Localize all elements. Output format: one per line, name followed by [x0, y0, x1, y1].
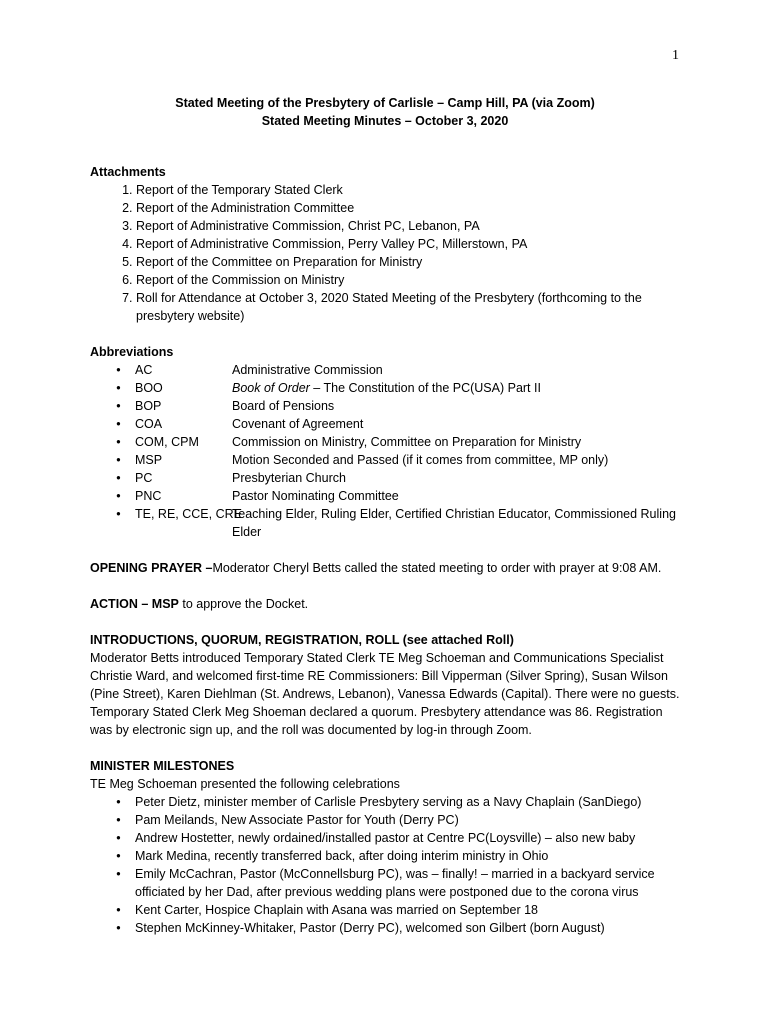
bullet-icon: •	[116, 831, 121, 845]
bullet-icon: •	[116, 795, 121, 809]
title-line-1: Stated Meeting of the Presbytery of Carlisle – Camp Hill, PA (via Zoom)	[175, 96, 595, 110]
bullet-icon: •	[116, 867, 121, 881]
attachment-item: 3. Report of Administrative Commission, Christ PC, Lebanon, PA	[136, 217, 680, 235]
bullet-icon: •	[116, 435, 121, 449]
attachment-item: 6. Report of the Commission on Ministry	[136, 271, 680, 289]
abbreviation-definition: Administrative Commission	[232, 363, 383, 377]
abbreviation-term: TE, RE, CCE, CRE	[135, 507, 242, 521]
document-title	[0, 94, 770, 130]
list-item	[90, 901, 680, 919]
abbreviation-definition: Teaching Elder, Ruling Elder, Certified Christian Educator, Commissioned Ruling Elder	[232, 507, 676, 539]
list-item	[90, 847, 680, 865]
abbreviation-row	[90, 469, 680, 487]
list-item	[90, 811, 680, 829]
attachment-item: 2. Report of the Administration Committee	[136, 199, 680, 217]
attachments-list	[90, 181, 680, 325]
attachments-heading: Attachments	[90, 165, 166, 179]
milestone-text: Emily McCachran, Pastor (McConnellsburg PC), was – finally! – married in a backyard service officiated by her Dad, after previous wedding plans were postponed due to the corona virus	[135, 867, 655, 899]
abbreviation-row	[90, 451, 680, 469]
bullet-icon: •	[116, 903, 121, 917]
attachment-item: 4. Report of Administrative Commission, Perry Valley PC, Millerstown, PA	[136, 235, 680, 253]
attachment-item: 7. Roll for Attendance at October 3, 2020 Stated Meeting of the Presbytery (forthcoming to the presbytery website)	[136, 289, 680, 325]
milestone-text: Stephen McKinney-Whitaker, Pastor (Derry PC), welcomed son Gilbert (born August)	[135, 921, 605, 935]
list-item	[90, 865, 680, 901]
bullet-icon: •	[116, 921, 121, 935]
abbreviation-term: AC	[135, 363, 153, 377]
document-body	[90, 163, 680, 937]
action-text: to approve the Docket.	[178, 597, 309, 611]
abbreviation-definition: Board of Pensions	[232, 399, 335, 413]
bullet-icon: •	[116, 489, 121, 503]
abbreviation-row	[90, 361, 680, 379]
list-item	[90, 793, 680, 811]
bullet-icon: •	[116, 381, 121, 395]
milestones-list	[90, 793, 680, 937]
abbreviation-row	[90, 415, 680, 433]
abbreviation-definition: Pastor Nominating Committee	[232, 489, 399, 503]
bullet-icon: •	[116, 399, 121, 413]
milestone-text: Andrew Hostetter, newly ordained/installed pastor at Centre PC(Loysville) – also new baby	[135, 831, 636, 845]
bullet-icon: •	[116, 453, 121, 467]
bullet-icon: •	[116, 471, 121, 485]
abbreviation-row	[90, 487, 680, 505]
abbreviation-term: COA	[135, 417, 163, 431]
opening-prayer-paragraph	[90, 559, 680, 577]
action-paragraph	[90, 595, 680, 613]
milestone-text: Peter Dietz, minister member of Carlisle Presbytery serving as a Navy Chaplain (SanDiego)	[135, 795, 642, 809]
milestone-text: Pam Meilands, New Associate Pastor for Youth (Derry PC)	[135, 813, 459, 827]
bullet-icon: •	[116, 507, 121, 521]
abbreviation-definition: Motion Seconded and Passed (if it comes from committee, MP only)	[232, 453, 609, 467]
abbreviation-term: MSP	[135, 453, 163, 467]
abbreviation-definition: Presbyterian Church	[232, 471, 346, 485]
title-line-2: Stated Meeting Minutes – October 3, 2020	[261, 114, 509, 128]
milestone-text: Kent Carter, Hospice Chaplain with Asana was married on September 18	[135, 903, 538, 917]
opening-prayer-text: Moderator Cheryl Betts called the stated meeting to order with prayer at 9:08 AM.	[212, 561, 662, 575]
introductions-paragraph: Moderator Betts introduced Temporary Stated Clerk TE Meg Schoeman and Communications Specialist Christie Ward, and welcomed first-time RE Commissioners: Bill Vipperman (Silver Spring), Susan Wilson (Pine Street), Karen Diehlman (St. Andrews, Lebanon), Vanessa Edwards (Capital). There were no guests. Temporary Stated Clerk Meg Shoeman declared a quorum. Presbytery attendance was 86. Registration was by electronic sign up, and the roll was documented by log-in through Zoom.	[90, 651, 680, 737]
list-item	[90, 829, 680, 847]
attachment-item: 5. Report of the Committee on Preparation for Ministry	[136, 253, 680, 271]
abbreviation-term: COM, CPM	[135, 435, 199, 449]
list-item	[90, 919, 680, 937]
bullet-icon: •	[116, 813, 121, 827]
abbreviation-row	[90, 433, 680, 451]
abbreviation-term: BOO	[135, 381, 163, 395]
bullet-icon: •	[116, 417, 121, 431]
abbreviation-definition: Covenant of Agreement	[232, 417, 364, 431]
abbreviation-row	[90, 397, 680, 415]
abbreviation-row	[90, 379, 680, 397]
abbreviation-term: BOP	[135, 399, 162, 413]
abbreviations-list	[90, 361, 680, 541]
abbreviation-term: PNC	[135, 489, 162, 503]
attachment-item: 1. Report of the Temporary Stated Clerk	[136, 181, 680, 199]
abbreviation-definition-rest: – The Constitution of the PC(USA) Part II	[309, 381, 541, 395]
bullet-icon: •	[116, 849, 121, 863]
abbreviation-definition: Commission on Ministry, Committee on Preparation for Ministry	[232, 435, 582, 449]
milestones-intro: TE Meg Schoeman presented the following celebrations	[90, 777, 400, 791]
abbreviation-definition	[232, 379, 680, 397]
bullet-icon: •	[116, 363, 121, 377]
milestone-text: Mark Medina, recently transferred back, after doing interim ministry in Ohio	[135, 849, 549, 863]
introductions-heading: INTRODUCTIONS, QUORUM, REGISTRATION, ROLL (see attached Roll)	[90, 633, 514, 647]
book-of-order-title: Book of Order	[232, 381, 310, 395]
abbreviations-heading: Abbreviations	[90, 345, 174, 359]
milestones-heading: MINISTER MILESTONES	[90, 759, 235, 773]
opening-prayer-label: OPENING PRAYER –	[90, 561, 213, 575]
action-label: ACTION – MSP	[90, 597, 179, 611]
abbreviation-row	[90, 505, 680, 541]
page-number: 1	[672, 48, 679, 63]
abbreviation-term: PC	[135, 471, 153, 485]
